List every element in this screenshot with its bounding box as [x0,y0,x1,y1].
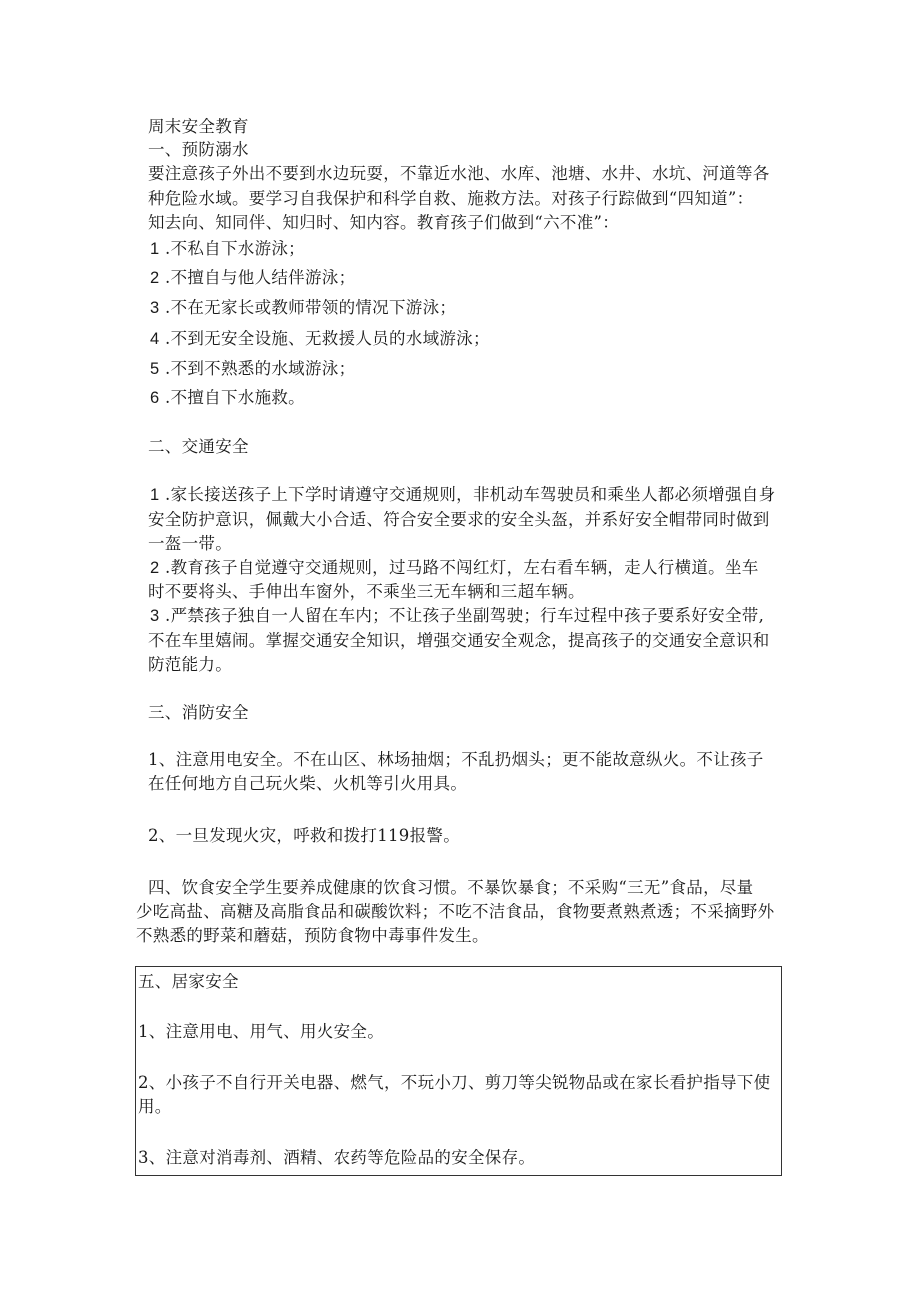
paragraph-line [150,484,775,506]
home-safety-box [135,966,782,1176]
section-4-paragraph-line: 少吃高盐、高糖及高脂食品和碳酸饮料；不吃不洁食品，食物要煮熟煮透；不采摘野外 [136,902,775,921]
list-item-text: .家长接送孩子上下学时请遵守交通规则，非机动车驾驶员和乘坐人都必须增强自身 [165,485,776,504]
list-item-number: 4 [150,330,160,348]
list-item-number: 6 [150,389,160,407]
list-item [150,328,490,350]
list-item-number: 5 [150,360,160,378]
section-4-paragraph-line: 四、饮食安全学生要养成健康的饮食习惯。不暴饮暴食；不采购“三无”食品，尽量 [148,878,754,897]
document-title: 周末安全教育 [148,117,249,136]
paragraph-line: 3、注意对消毒剂、酒精、农药等危险品的安全保存。 [138,1148,536,1167]
list-item-text: .不私自下水游泳； [165,239,305,258]
paragraph-line: 用。 [138,1097,172,1116]
paragraph-line: 1、注意用电、用气、用火安全。 [138,1022,384,1041]
paragraph-line [150,557,759,579]
section-3-heading: 三、消防安全 [148,703,249,722]
paragraph-line: 时不要将头、手伸出车窗外，不乘坐三无车辆和三超车辆。 [148,582,585,601]
section-4-paragraph-line: 不熟悉的野菜和蘑菇，预防食物中毒事件发生。 [136,926,489,945]
section-1-paragraph-line: 要注意孩子外出不要到水边玩耍，不靠近水池、水库、池塘、水井、水坑、河道等各 [148,164,770,183]
list-item-text: .不擅自与他人结伴游泳； [165,268,356,287]
list-item-number: 2 [150,559,160,577]
paragraph-line: 在任何地方自己玩火柴、火机等引火用具。 [148,774,468,793]
list-item-text: .不擅自下水施救。 [165,388,305,407]
list-item-text: .不在无家长或教师带领的情况下游泳； [165,298,457,317]
list-item-number: 1 [150,486,160,504]
paragraph-line [150,605,764,627]
section-2-heading: 二、交通安全 [148,437,249,456]
paragraph-line: 2、一旦发现火灾，呼救和拨打119报警。 [148,826,460,845]
list-item-number: 2 [150,269,160,287]
list-item-number: 3 [150,299,160,317]
list-item [150,238,305,260]
list-item [150,297,456,319]
list-item [150,387,305,409]
paragraph-line: 安全防护意识，佩戴大小合适、符合安全要求的安全头盔，并系好安全帽带同时做到 [148,510,770,529]
list-item [150,267,355,289]
section-1-heading: 一、预防溺水 [148,140,249,159]
list-item-number: 3 [150,607,160,625]
section-1-paragraph-line: 种危险水域。要学习自我保护和科学自救、施救方法。对孩子行踪做到“四知道”： [148,189,754,208]
paragraph-line: 2、小孩子不自行开关电器、燃气，不玩小刀、剪刀等尖锐物品或在家长看护指导下使 [138,1073,771,1092]
paragraph-line: 防范能力。 [148,655,232,674]
paragraph-line: 一盔一带。 [148,534,232,553]
section-5-heading: 五、居家安全 [138,972,239,991]
paragraph-line: 不在车里嬉闹。掌握交通安全知识，增强交通安全观念，提高孩子的交通安全意识和 [148,631,770,650]
list-item-text: .教育孩子自觉遵守交通规则，过马路不闯红灯，左右看车辆，走人行横道。坐车 [165,558,759,577]
list-item [150,358,355,380]
paragraph-line: 1、注意用电安全。不在山区、林场抽烟；不乱扔烟头；更不能故意纵火。不让孩子 [148,750,764,769]
section-1-paragraph-line: 知去向、知同伴、知归时、知内容。教育孩子们做到“六不准”： [148,213,620,232]
list-item-number: 1 [150,240,160,258]
list-item-text: .不到无安全设施、无救援人员的水域游泳； [165,329,490,348]
list-item-text: .不到不熟悉的水域游泳； [165,359,356,378]
list-item-text: .严禁孩子独自一人留在车内；不让孩子坐副驾驶；行车过程中孩子要系好安全带, [165,606,765,625]
